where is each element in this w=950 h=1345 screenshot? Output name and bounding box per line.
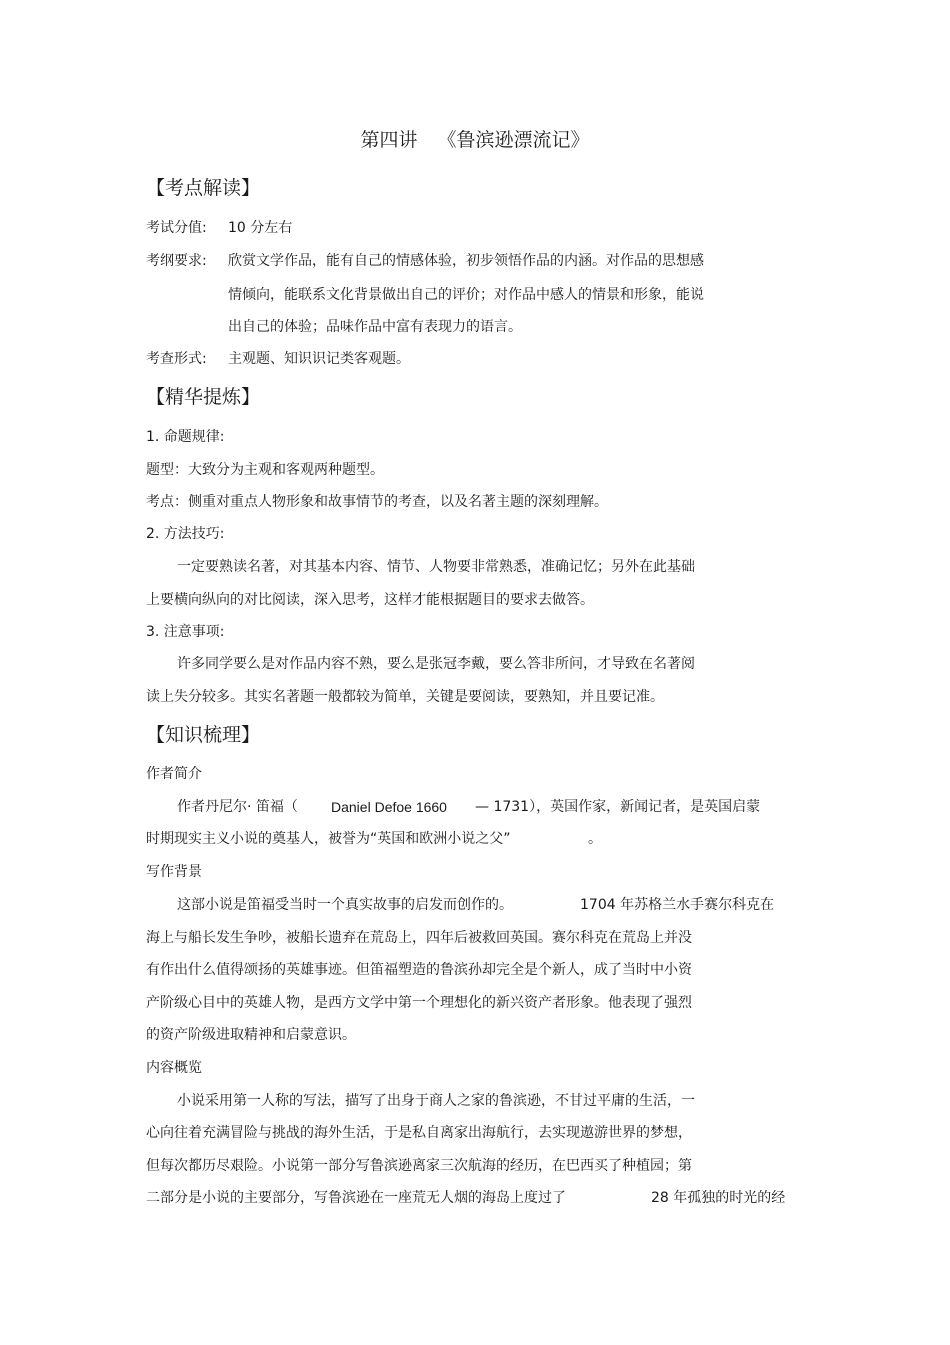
notes-paragraph-line: 许多同学要么是对作品内容不熟，要么是张冠李戴，要么答非所问，才导致在名著阅 [177,656,695,672]
background-line-part: 这部小说是笛福受当时一个真实故事的启发而创作的。 [177,897,513,913]
background-line-part: 1704 年苏格兰水手赛尔科克在 [580,897,775,913]
notes-paragraph-line: 读上失分较多。其实名著题一般都较为简单，关键是要阅读，要熟知，并且要记准。 [146,689,664,705]
overview-line-part: 二部分是小说的主要部分，写鲁滨逊在一座荒无人烟的海岛上度过了 [146,1190,566,1206]
background-line: 有作出什么值得颂扬的英雄事迹。但笛福塑造的鲁滨孙却完全是个新人，成了当时中小资 [146,962,692,978]
methods-paragraph-line: 上要横向纵向的对比阅读，深入思考，这样才能根据题目的要求去做答。 [146,592,594,608]
lecture-number: 第四讲 [360,129,418,151]
overview-subheading: 内容概览 [146,1060,202,1076]
overview-line: 小说采用第一人称的写法，描写了出身于商人之家的鲁滨逊，不甘过平庸的生活，一 [177,1093,695,1109]
methods-paragraph-line: 一定要熟读名著，对其基本内容、情节、人物要非常熟悉，准确记忆；另外在此基础 [177,559,695,575]
page-title [0,128,950,152]
requirement-line: 情倾向，能联系文化背景做出自己的评价；对作品中感人的情景和形象，能说 [228,287,704,303]
focus-text: 考点：侧重对重点人物形象和故事情节的考查，以及名著主题的深刻理解。 [146,494,608,510]
question-type-text: 题型：大致分为主观和客观两种题型。 [146,462,384,478]
methods-title: 2. 方法技巧: [146,526,225,542]
section-heading-essence: 【精华提炼】 [146,386,261,408]
form-value: 主观题、知识识记类客观题。 [228,351,410,367]
author-subheading: 作者简介 [146,766,202,782]
book-title: 《鲁滨逊漂流记》 [437,129,590,151]
notes-title: 3. 注意事项: [146,624,225,640]
background-line: 产阶级心目中的英雄人物，是西方文学中第一个理想化的新兴资产者形象。他表现了强烈 [146,995,692,1011]
score-value: 10 分左右 [228,220,293,236]
background-line: 的资产阶级进取精神和启蒙意识。 [146,1027,356,1043]
author-name-dates: Daniel Defoe 1660 [331,799,447,815]
author-line-part: 。 [588,831,602,847]
form-label: 考查形式: [146,351,207,367]
overview-line: 心向往着充满冒险与挑战的海外生活，于是私自离家出海航行，去实现遨游世界的梦想， [146,1125,692,1141]
author-line-part: 时期现实主义小说的奠基人，被誉为“英国和欧洲小说之父” [146,831,511,847]
section-heading-exam-points: 【考点解读】 [146,177,261,199]
requirement-label: 考纲要求: [146,253,207,269]
requirement-line: 欣赏文学作品，能有自己的情感体验，初步领悟作品的内涵。对作品的思想感 [228,253,704,269]
overview-line: 但每次都历尽艰险。小说第一部分写鲁滨逊离家三次航海的经历，在巴西买了种植园；第 [146,1158,692,1174]
score-label: 考试分值: [146,220,207,236]
overview-line-part: 28 年孤独的时光的经 [651,1190,786,1206]
author-line-part: — 1731），英国作家，新闻记者，是英国启蒙 [475,799,761,815]
author-line-part: 作者丹尼尔· 笛福（ [177,799,298,815]
background-line: 海上与船长发生争吵，被船长遗弃在荒岛上，四年后被救回英国。赛尔科克在荒岛上并没 [146,930,692,946]
requirement-line: 出自己的体验；品味作品中富有表现力的语言。 [228,319,522,335]
rules-title: 1. 命题规律: [146,429,225,445]
section-heading-knowledge: 【知识梳理】 [146,724,261,746]
background-subheading: 写作背景 [146,864,202,880]
